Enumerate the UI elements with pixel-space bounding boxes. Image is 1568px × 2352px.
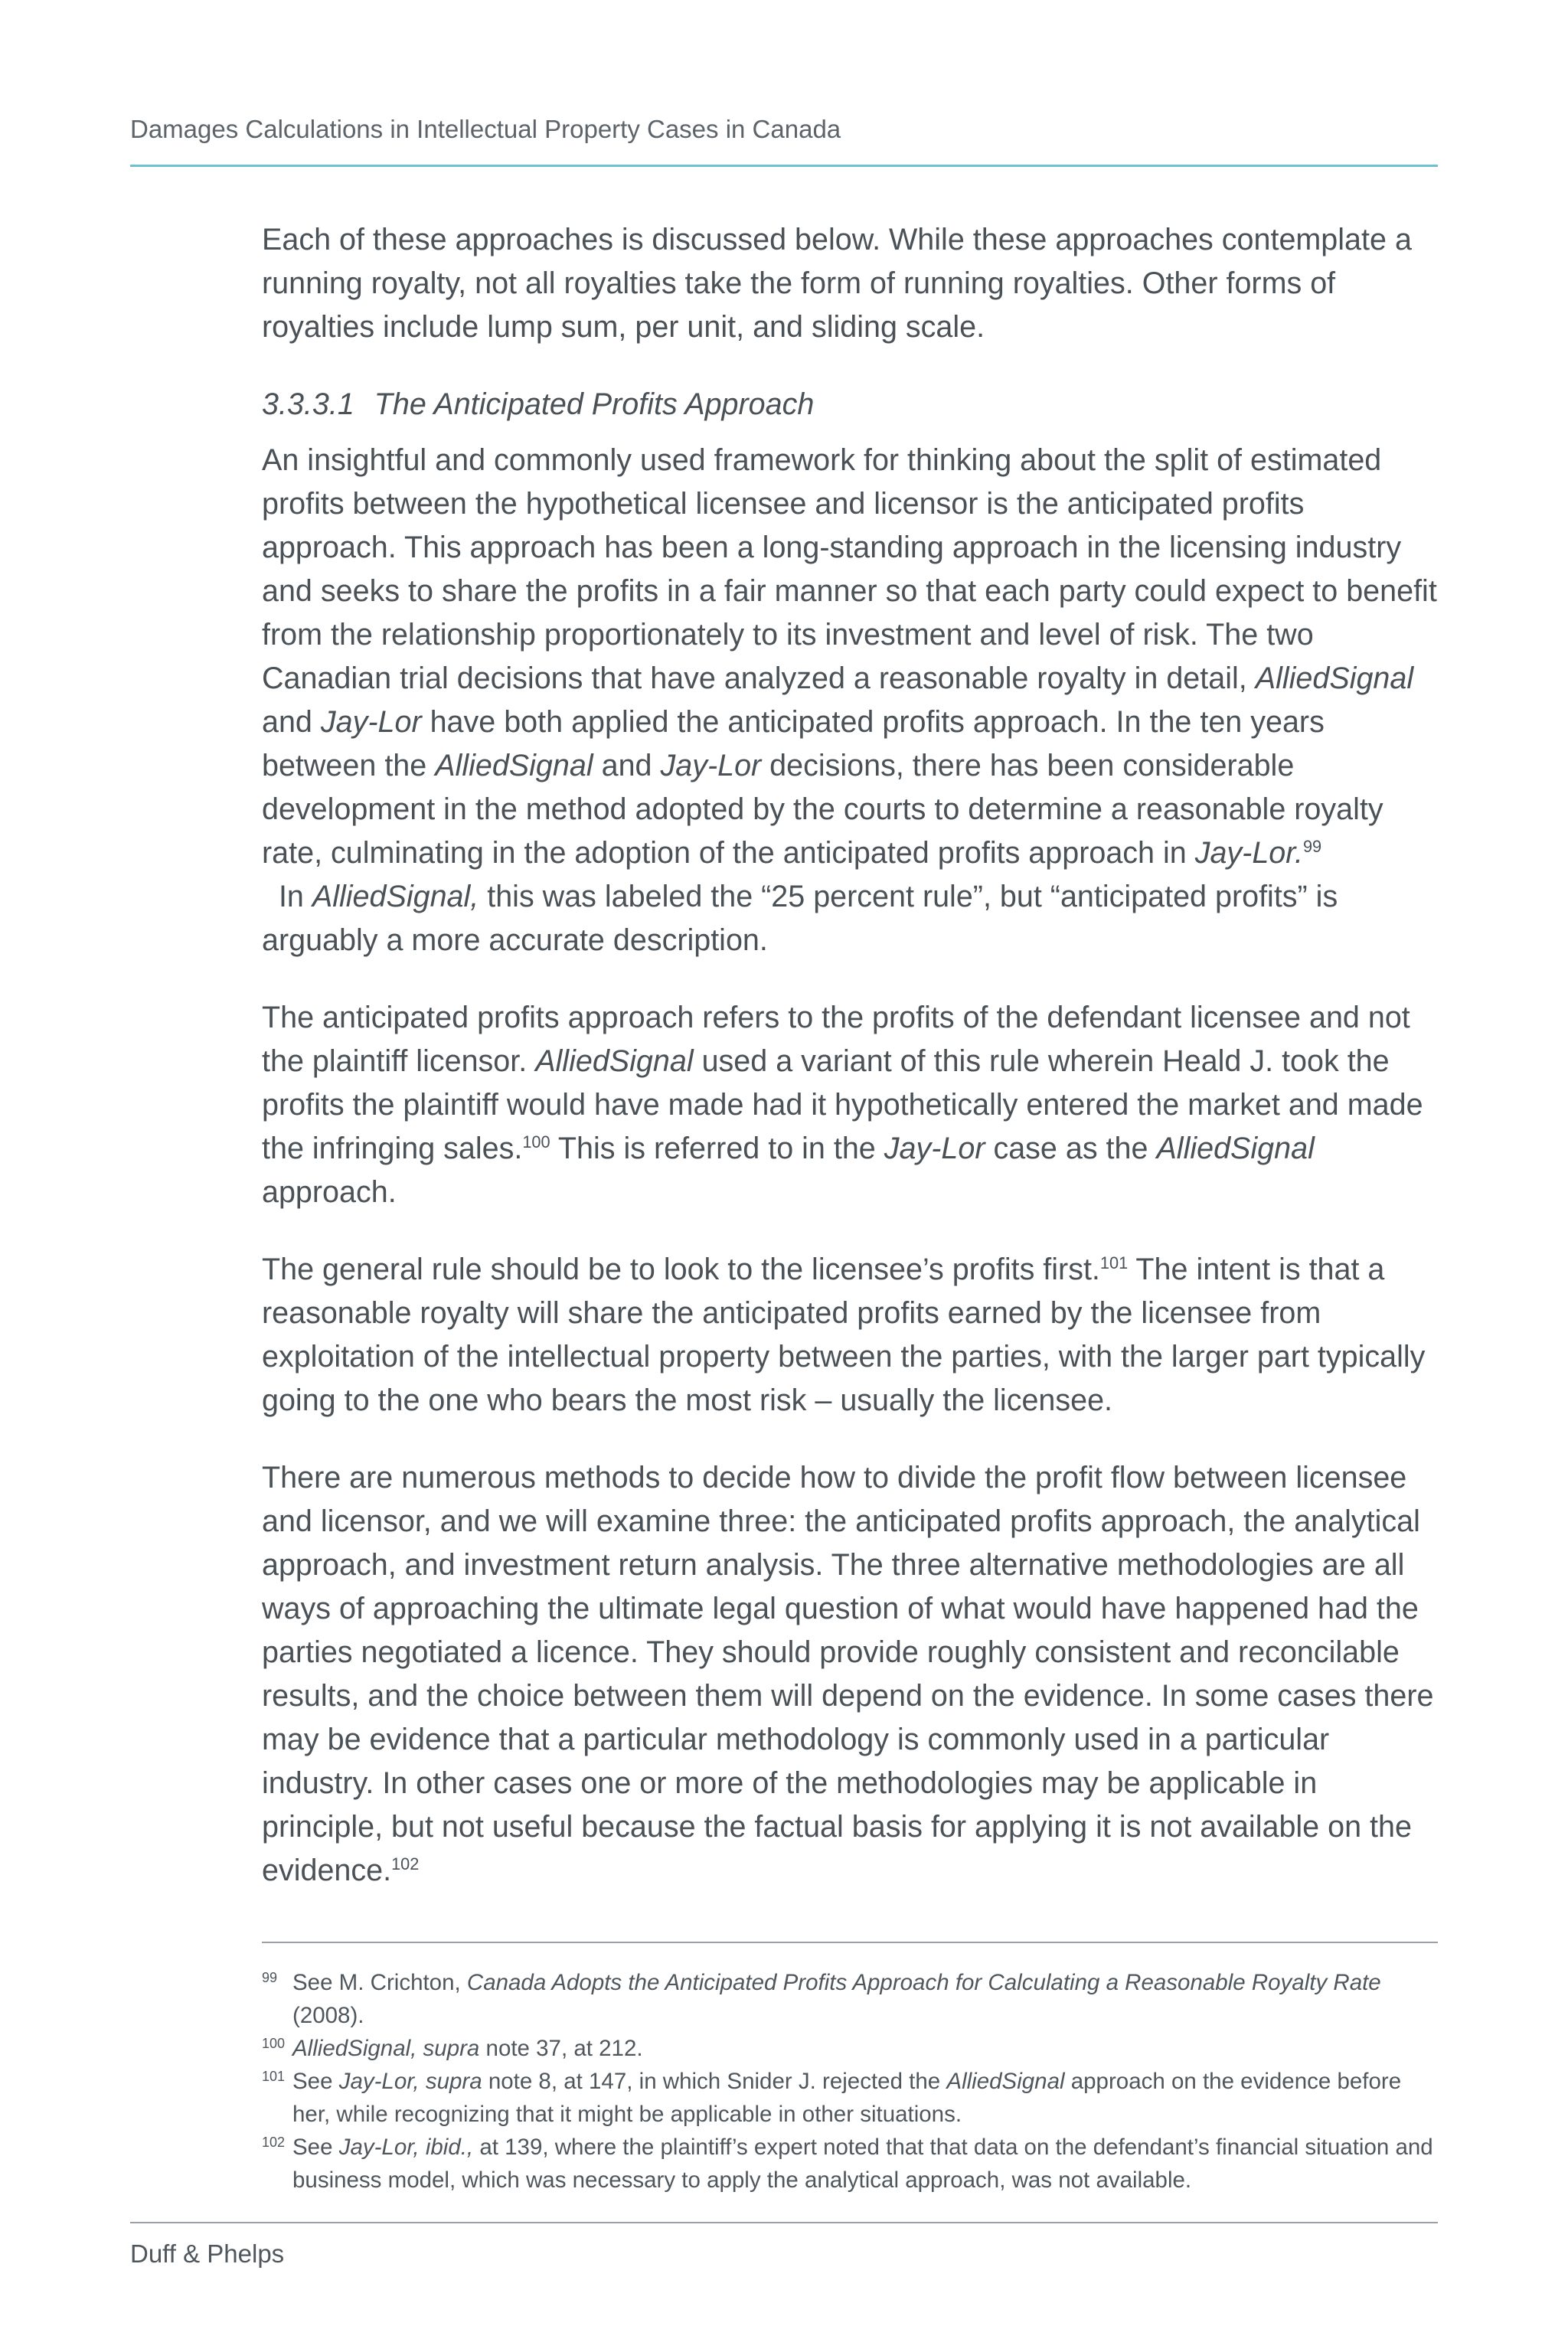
footnote-rule: [262, 1942, 1438, 1943]
text-run: approach on the evidence before her, while recognizing that it might be applicable in other situations.: [292, 2069, 1402, 2127]
text-run: See: [292, 2135, 339, 2160]
text-run: See M. Crichton,: [292, 1970, 467, 1995]
paragraph-defendant-licensee: [262, 996, 1441, 1214]
footnote-100: [262, 2032, 1441, 2065]
text-run: and: [262, 705, 321, 739]
footnotes: [262, 1966, 1441, 2197]
case-name: Jay-Lor: [884, 1132, 985, 1165]
footnote-101: [262, 2065, 1441, 2131]
case-name: AlliedSignal: [1156, 1132, 1315, 1165]
case-name: AlliedSignal,: [312, 880, 479, 913]
footnote-mark: 100: [262, 2036, 286, 2051]
section-number: 3.3.3.1: [262, 387, 354, 421]
footnote-ref-99[interactable]: 99: [1302, 836, 1322, 856]
footnote-102: [262, 2131, 1441, 2197]
footnote-mark: 101: [262, 2069, 286, 2084]
case-name: Jay-Lor.: [1194, 836, 1303, 870]
section-heading: [262, 383, 1441, 426]
paragraph-methods: [262, 1456, 1441, 1893]
footnote-text: [292, 2032, 1441, 2065]
text-run: (2008).: [292, 2003, 364, 2028]
text-run: have both applied the anticipated profits approach. In the ten years between the: [262, 705, 1325, 782]
text-run: There are numerous methods to decide how to divide the profit flow between licensee and licensor, and we will examine three: the anticipated profits approach, the analytical approach, and investment return analysis. The three alternative methodologies are all ways of approaching the ultimate legal question of what would have happened had the parties negotiated a licence. They should provide roughly consistent and reconcilable results, and the choice between them will depend on the evidence. In some cases there may be evidence that a particular methodology is commonly used in a particular industry. In other cases one or more of the methodologies may be applicable in principle, but not useful because the factual basis for applying it is not available on the evidence.: [262, 1461, 1434, 1887]
footnote-99: [262, 1966, 1441, 2032]
section-title: The Anticipated Profits Approach: [374, 387, 815, 421]
text-run: decisions, there has been considerable development in the method adopted by the courts to determine a reasonable royalty rate, culminating in the adoption of the anticipated profits approach in: [262, 749, 1383, 870]
text-run: See: [292, 2069, 339, 2094]
paragraph-intro: Each of these approaches is discussed below. While these approaches contemplate a running royalty, not all royalties take the form of running royalties. Other forms of royalties include lump sum, per unit, and sliding scale.: [262, 223, 1412, 344]
text-run: In: [262, 880, 312, 913]
running-footer: Duff & Phelps: [130, 2239, 285, 2268]
text-run: this was labeled the “25 percent rule”, but “anticipated profits” is arguably a more accurate description.: [262, 880, 1338, 957]
case-name: AlliedSignal: [435, 749, 593, 782]
text-run: used a variant of this rule wherein Heald J. took the profits the plaintiff would have made had it hypothetically entered the market and made the infringing sales.: [262, 1044, 1423, 1165]
text-run: This is referred to in the: [550, 1132, 884, 1165]
footer-rule: [130, 2222, 1438, 2223]
running-header: Damages Calculations in Intellectual Property Cases in Canada: [130, 115, 841, 143]
text-run: The general rule should be to look to the licensee’s profits first.: [262, 1253, 1100, 1286]
text-run: The intent is that a reasonable royalty will share the anticipated profits earned by the licensee from exploitation of the intellectual property between the parties, with the larger part typically going to the one who bears the most risk – usually the licensee.: [262, 1253, 1426, 1417]
text-run: The anticipated profits approach refers to the profits of the defendant licensee and not the plaintiff licensor.: [262, 1001, 1410, 1078]
footnote-text: [292, 2131, 1441, 2197]
case-name: Jay-Lor: [660, 749, 762, 782]
case-name: AlliedSignal: [535, 1044, 694, 1078]
paragraph-anticipated-profits: [262, 439, 1441, 962]
footnote-text: [292, 1966, 1441, 2032]
text-run: case as the: [985, 1132, 1157, 1165]
text-run: at 139, where the plaintiff’s expert noted that that data on the defendant’s financial situation and business model, which was necessary to apply the analytical approach, was not available.: [292, 2135, 1433, 2193]
case-name: Jay-Lor, supra: [338, 2069, 482, 2094]
header-rule: [130, 165, 1438, 167]
footnote-ref-100[interactable]: 100: [522, 1132, 550, 1152]
main-body: [262, 218, 1441, 1926]
footnote-mark: 102: [262, 2135, 286, 2150]
footnote-mark: 99: [262, 1970, 278, 1985]
footnote-ref-101[interactable]: 101: [1099, 1253, 1129, 1272]
text-run: note 37, at 212.: [479, 2036, 643, 2061]
text-run: An insightful and commonly used framework for thinking about the split of estimated profits between the hypothetical licensee and licensor is the anticipated profits approach. This approach has been a long-standing approach in the licensing industry and seeks to share the profits in a fair manner so that each party could expect to benefit from the relationship proportionately to its investment and level of risk. The two Canadian trial decisions that have analyzed a reasonable royalty in detail,: [262, 443, 1437, 695]
text-run: approach.: [262, 1175, 397, 1209]
text-run: and: [593, 749, 661, 782]
publication-title: Canada Adopts the Anticipated Profits Approach for Calculating a Reasonable Royalty Rate: [466, 1970, 1381, 1995]
case-name: AlliedSignal: [946, 2069, 1065, 2094]
footnote-text: [292, 2065, 1441, 2131]
case-name: AlliedSignal: [1255, 662, 1414, 695]
case-name: AlliedSignal, supra: [292, 2036, 480, 2061]
case-name: Jay-Lor, ibid.,: [338, 2135, 474, 2160]
footnote-ref-102[interactable]: 102: [391, 1854, 420, 1873]
text-run: note 8, at 147, in which Snider J. rejected the: [482, 2069, 947, 2094]
paragraph-general-rule: [262, 1248, 1441, 1423]
case-name: Jay-Lor: [320, 705, 422, 739]
